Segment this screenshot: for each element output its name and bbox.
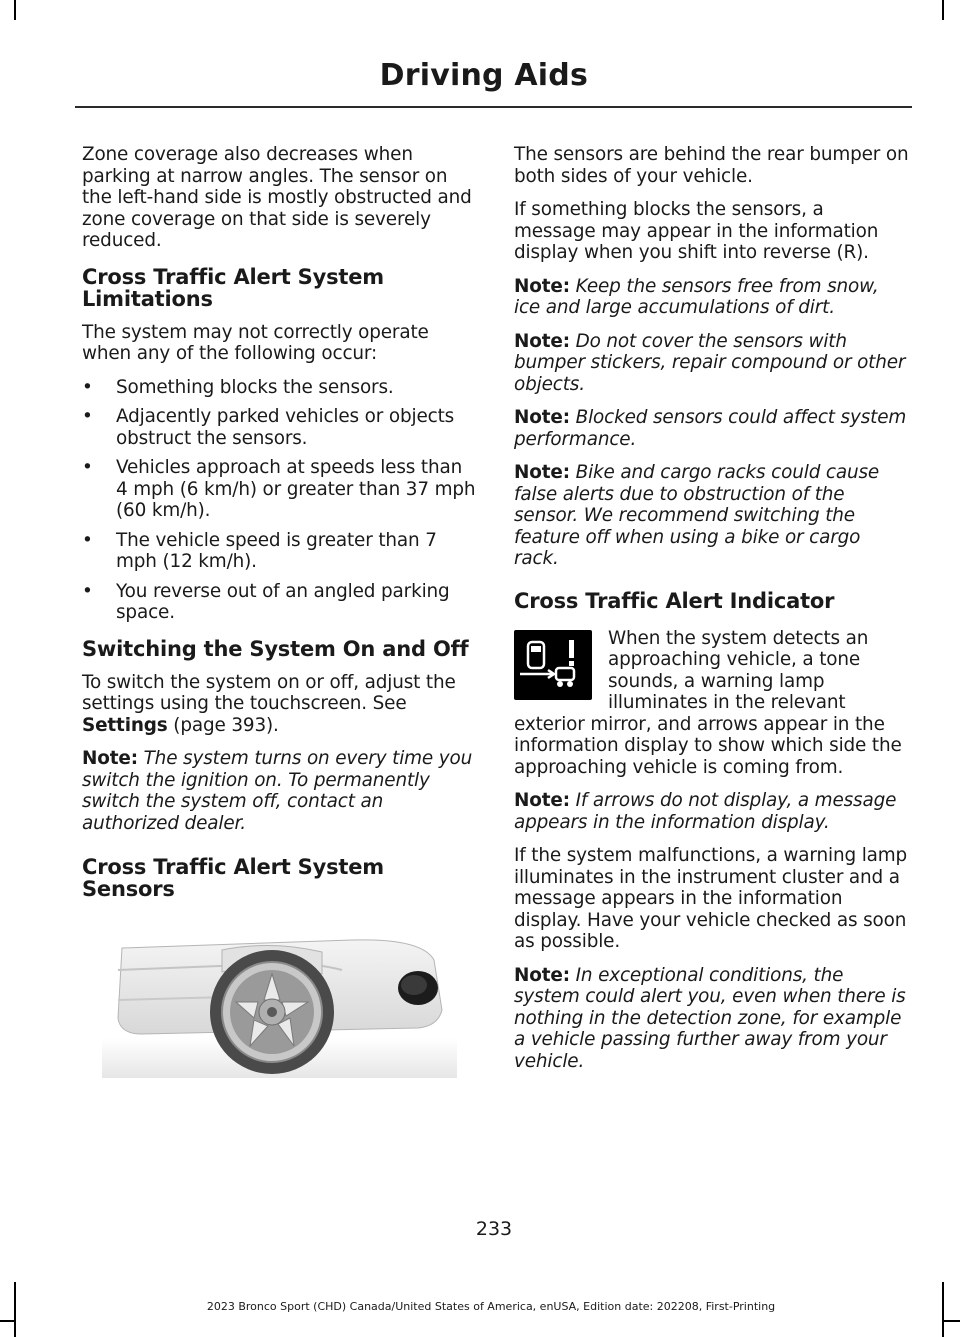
- crop-mark-bottom-left-h: [0, 1320, 16, 1322]
- list-item: [82, 377, 477, 399]
- note-label: Note:: [514, 964, 570, 986]
- page-number: 233: [475, 1218, 513, 1240]
- crop-mark-top-right: [942, 0, 944, 20]
- note-text: In exceptional conditions, the system could alert you, even when there is nothing in the detection zone, for example a vehicle passing further away from your vehicle.: [514, 964, 906, 1072]
- note-label: Note:: [82, 748, 138, 769]
- page-footer: 2023 Bronco Sport (CHD) Canada/United States of America, enUSA, Edition date: 202208, First-Printing: [206, 1300, 776, 1313]
- indicator-heading: Cross Traffic Alert Indicator: [514, 588, 835, 613]
- note-label: Note:: [514, 407, 570, 428]
- note-label: Note:: [514, 462, 570, 483]
- header-divider: [75, 106, 912, 108]
- indicator-note: [514, 790, 910, 833]
- blocked-paragraph: If something blocks the sensors, a message may appear in the information display when you shift into reverse (R).: [514, 199, 879, 263]
- bullet: •: [82, 580, 93, 602]
- indicator-paragraph: When the system detects an approaching vehicle, a tone sounds, a warning lamp illuminates in the relevant exterior mirror, and arrows appear in the information display to show which side the approaching vehicle is coming from.: [514, 627, 902, 778]
- switch-text: To switch the system on or off, adjust the settings using the touchscreen. See: [82, 671, 456, 714]
- bullet: •: [82, 376, 93, 398]
- cross-traffic-alert-warning-icon: [514, 630, 592, 700]
- note-text: If arrows do not display, a message appears in the information display.: [514, 790, 897, 833]
- switch-heading: Switching the System On and Off: [82, 636, 469, 661]
- note-label: Note:: [514, 330, 570, 352]
- sensors-heading: Cross Traffic Alert System Sensors: [82, 855, 384, 901]
- sensor-note: [514, 331, 910, 396]
- list-item: [82, 406, 477, 449]
- list-item-text: Something blocks the sensors.: [116, 376, 394, 398]
- page-header-title: Driving Aids: [379, 58, 588, 93]
- list-item: [82, 581, 477, 624]
- note-text: The system turns on every time you switch the ignition on. To permanently switch the system off, contact an authorized dealer.: [82, 748, 473, 834]
- limitations-heading: Cross Traffic Alert System Limitations: [82, 264, 384, 311]
- bullet: •: [82, 406, 93, 427]
- switch-note: [82, 748, 477, 834]
- cross-traffic-alert-glyph: [514, 630, 592, 700]
- note-label: Note:: [514, 275, 570, 297]
- list-item-text: Adjacently parked vehicles or objects obstruct the sensors.: [116, 406, 455, 449]
- note-label: Note:: [514, 790, 570, 811]
- bullet: •: [82, 529, 93, 551]
- left-column: [82, 144, 477, 1094]
- malfunction-paragraph: If the system malfunctions, a warning lamp illuminates in the instrument cluster and a message appears in the information display. Have your vehicle checked as soon as possible.: [514, 845, 908, 952]
- crop-mark-bottom-right-h: [942, 1320, 960, 1322]
- note-text: Blocked sensors could affect system performance.: [514, 407, 907, 450]
- bullet: •: [82, 457, 93, 478]
- sensor-note: [514, 462, 910, 570]
- rear-bumper-sensor-illustration: [82, 930, 477, 1090]
- sensor-note: [514, 407, 910, 450]
- intro-paragraph: Zone coverage also decreases when parking at narrow angles. The sensor on the left-hand side is mostly obstructed and zone coverage on that side is severely reduced.: [82, 144, 472, 251]
- settings-page-ref: (page 393).: [167, 714, 279, 736]
- note-text: Do not cover the sensors with bumper stickers, repair compound or other objects.: [514, 330, 906, 395]
- right-column: [514, 144, 910, 1084]
- crop-mark-top-left: [14, 0, 16, 20]
- limitations-intro: The system may not correctly operate when any of the following occur:: [82, 321, 429, 364]
- list-item-text: Vehicles approach at speeds less than 4 mph (6 km/h) or greater than 37 mph (60 km/h).: [116, 457, 476, 521]
- sensors-paragraph: The sensors are behind the rear bumper on both sides of your vehicle.: [514, 144, 909, 187]
- sensor-note: [514, 276, 910, 319]
- switch-paragraph: [82, 672, 477, 737]
- list-item-text: The vehicle speed is greater than 7 mph (12 km/h).: [116, 529, 437, 572]
- note-text: Bike and cargo racks could cause false alerts due to obstruction of the sensor. We recommend switching the feature off when using a bike or cargo rack.: [514, 462, 880, 569]
- list-item: [82, 457, 477, 522]
- settings-link[interactable]: Settings: [82, 714, 168, 736]
- limitations-list: [82, 377, 477, 624]
- note-text: Keep the sensors free from snow, ice and large accumulations of dirt.: [514, 275, 879, 318]
- final-note: [514, 965, 910, 1073]
- list-item-text: You reverse out of an angled parking space.: [116, 580, 450, 623]
- indicator-block: [514, 628, 910, 779]
- list-item: [82, 530, 477, 573]
